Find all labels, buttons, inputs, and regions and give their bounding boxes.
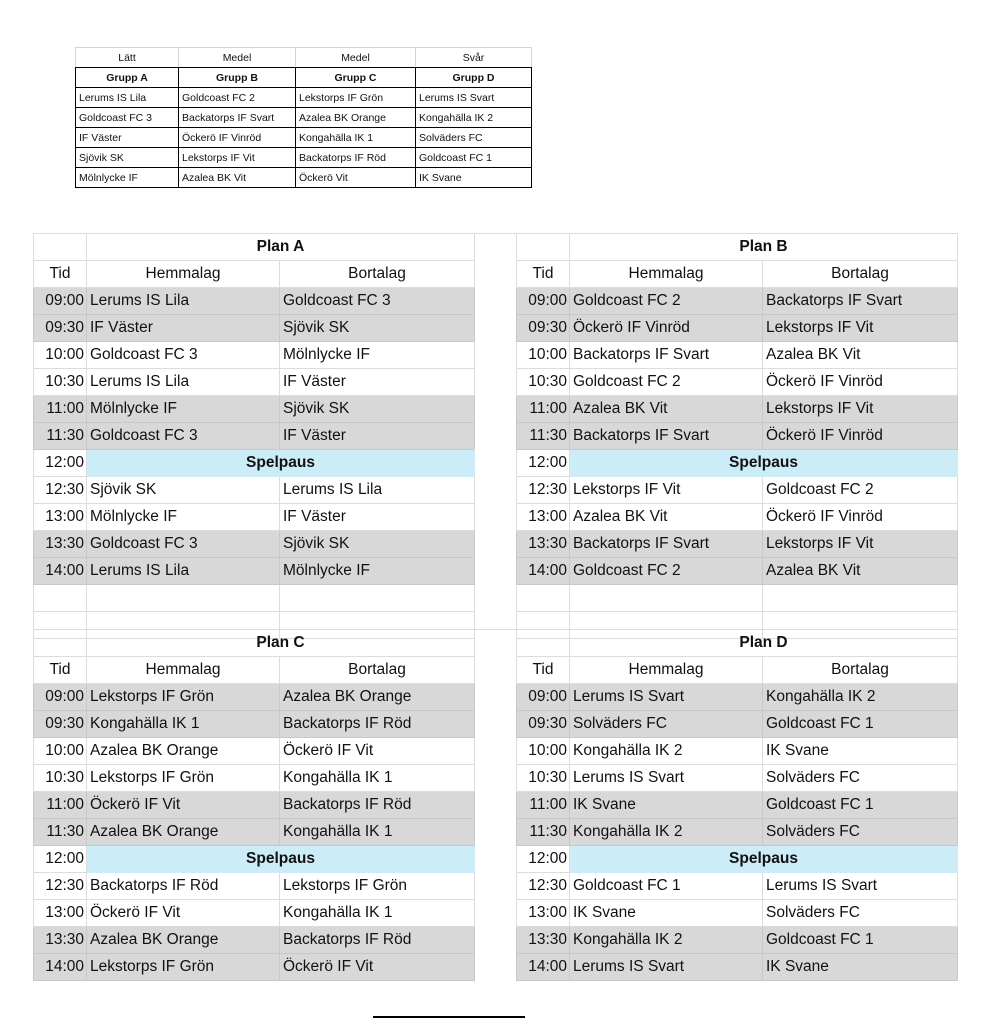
home-team: Kongahälla IK 2 (570, 819, 763, 846)
signature-line (373, 1016, 525, 1018)
blank-cell (517, 234, 570, 261)
match-row (34, 738, 475, 765)
match-time: 10:30 (517, 369, 570, 396)
home-header: Hemmalag (87, 657, 280, 684)
team-cell: Backatorps IF Svart (179, 108, 296, 128)
team-cell: Goldcoast FC 3 (76, 108, 179, 128)
home-team: Öckerö IF Vit (87, 900, 280, 927)
plan-b-schedule (516, 233, 958, 639)
plan-title: Plan A (87, 234, 475, 261)
match-row (34, 927, 475, 954)
away-team: Mölnlycke IF (280, 558, 475, 585)
match-time: 09:00 (517, 684, 570, 711)
away-team: Lerums IS Lila (280, 477, 475, 504)
team-cell: Azalea BK Vit (179, 168, 296, 188)
pause-label: Spelpaus (87, 846, 475, 873)
home-team: Öckerö IF Vit (87, 792, 280, 819)
match-time: 12:30 (517, 873, 570, 900)
match-row (517, 477, 958, 504)
group-row (76, 108, 532, 128)
group-row (76, 128, 532, 148)
match-row (34, 711, 475, 738)
away-team: IF Väster (280, 423, 475, 450)
away-team: Azalea BK Orange (280, 684, 475, 711)
home-team: Backatorps IF Svart (570, 531, 763, 558)
match-time: 10:00 (34, 738, 87, 765)
team-cell: Lerums IS Svart (416, 88, 532, 108)
pause-row (517, 846, 958, 873)
group-header: Grupp D (416, 68, 532, 88)
plan-c-schedule (33, 629, 475, 981)
pause-label: Spelpaus (570, 846, 958, 873)
match-row (34, 765, 475, 792)
home-team: Azalea BK Vit (570, 504, 763, 531)
difficulty-cell: Medel (296, 48, 416, 68)
column-header-row (34, 261, 475, 288)
team-cell: Öckerö Vit (296, 168, 416, 188)
team-cell: Mölnlycke IF (76, 168, 179, 188)
team-cell: Lekstorps IF Grön (296, 88, 416, 108)
pause-label: Spelpaus (87, 450, 475, 477)
away-team: Solväders FC (763, 900, 958, 927)
home-team: Goldcoast FC 2 (570, 558, 763, 585)
home-team: Goldcoast FC 1 (570, 873, 763, 900)
match-time: 11:00 (34, 396, 87, 423)
match-row (517, 954, 958, 981)
match-row (34, 558, 475, 585)
match-time: 14:00 (517, 558, 570, 585)
match-time: 09:30 (517, 711, 570, 738)
plan-title-row (34, 630, 475, 657)
group-row (76, 148, 532, 168)
away-team: Goldcoast FC 1 (763, 927, 958, 954)
difficulty-cell: Lätt (76, 48, 179, 68)
away-team: Solväders FC (763, 819, 958, 846)
plan-b-body (517, 234, 958, 639)
match-row (34, 477, 475, 504)
home-team: Lerums IS Svart (570, 765, 763, 792)
match-time: 12:00 (517, 450, 570, 477)
group-row (76, 88, 532, 108)
away-header: Bortalag (280, 261, 475, 288)
match-time: 12:00 (34, 846, 87, 873)
home-team: Backatorps IF Svart (570, 342, 763, 369)
match-time: 14:00 (34, 558, 87, 585)
home-team: Kongahälla IK 1 (87, 711, 280, 738)
empty-cell (34, 585, 87, 612)
plan-title-row (517, 234, 958, 261)
home-team: IK Svane (570, 900, 763, 927)
home-team: Backatorps IF Svart (570, 423, 763, 450)
home-team: Lerums IS Lila (87, 558, 280, 585)
match-row (34, 315, 475, 342)
match-row (517, 738, 958, 765)
empty-cell (517, 585, 570, 612)
team-cell: Kongahälla IK 2 (416, 108, 532, 128)
match-row (34, 900, 475, 927)
empty-row (34, 585, 475, 612)
away-team: Backatorps IF Svart (763, 288, 958, 315)
home-team: Azalea BK Orange (87, 819, 280, 846)
away-team: Solväders FC (763, 765, 958, 792)
team-cell: Kongahälla IK 1 (296, 128, 416, 148)
match-row (34, 504, 475, 531)
time-header: Tid (34, 261, 87, 288)
match-time: 09:00 (34, 288, 87, 315)
away-team: Kongahälla IK 1 (280, 900, 475, 927)
home-team: Kongahälla IK 2 (570, 738, 763, 765)
match-time: 12:30 (34, 477, 87, 504)
away-team: Lekstorps IF Vit (763, 396, 958, 423)
time-header: Tid (517, 261, 570, 288)
match-time: 12:00 (34, 450, 87, 477)
home-team: Lerums IS Svart (570, 954, 763, 981)
match-row (517, 504, 958, 531)
home-team: Goldcoast FC 2 (570, 369, 763, 396)
team-cell: IK Svane (416, 168, 532, 188)
team-cell: Goldcoast FC 1 (416, 148, 532, 168)
time-header: Tid (517, 657, 570, 684)
match-time: 09:30 (517, 315, 570, 342)
home-team: Azalea BK Vit (570, 396, 763, 423)
match-row (517, 792, 958, 819)
plan-a-body (34, 234, 475, 639)
team-cell: Azalea BK Orange (296, 108, 416, 128)
match-time: 13:00 (517, 900, 570, 927)
match-row (34, 792, 475, 819)
match-row (34, 423, 475, 450)
match-time: 13:30 (517, 531, 570, 558)
away-team: Goldcoast FC 1 (763, 711, 958, 738)
match-time: 10:00 (517, 738, 570, 765)
match-time: 11:30 (517, 819, 570, 846)
plan-c-body (34, 630, 475, 981)
match-time: 10:30 (34, 369, 87, 396)
match-row (517, 900, 958, 927)
home-team: Goldcoast FC 3 (87, 531, 280, 558)
match-time: 11:00 (34, 792, 87, 819)
match-time: 13:30 (34, 531, 87, 558)
column-header-row (34, 657, 475, 684)
away-team: Öckerö IF Vinröd (763, 369, 958, 396)
team-cell: Sjövik SK (76, 148, 179, 168)
time-header: Tid (34, 657, 87, 684)
plan-title-row (34, 234, 475, 261)
home-team: Mölnlycke IF (87, 504, 280, 531)
pause-row (517, 450, 958, 477)
away-team: Öckerö IF Vinröd (763, 504, 958, 531)
column-header-row (517, 261, 958, 288)
match-time: 09:00 (517, 288, 570, 315)
match-time: 09:30 (34, 711, 87, 738)
away-team: Goldcoast FC 3 (280, 288, 475, 315)
home-team: Lekstorps IF Grön (87, 684, 280, 711)
match-time: 12:30 (34, 873, 87, 900)
group-header: Grupp C (296, 68, 416, 88)
pause-label: Spelpaus (570, 450, 958, 477)
match-time: 10:00 (517, 342, 570, 369)
away-header: Bortalag (763, 657, 958, 684)
away-team: Goldcoast FC 2 (763, 477, 958, 504)
match-time: 11:30 (517, 423, 570, 450)
match-time: 10:30 (34, 765, 87, 792)
match-row (517, 684, 958, 711)
match-time: 12:30 (517, 477, 570, 504)
away-team: Lerums IS Svart (763, 873, 958, 900)
match-row (34, 288, 475, 315)
away-team: Sjövik SK (280, 315, 475, 342)
away-team: IK Svane (763, 738, 958, 765)
match-time: 13:30 (517, 927, 570, 954)
match-time: 11:30 (34, 819, 87, 846)
away-team: Öckerö IF Vit (280, 738, 475, 765)
plan-title: Plan C (87, 630, 475, 657)
home-header: Hemmalag (87, 261, 280, 288)
match-row (517, 531, 958, 558)
sheet-gridline (470, 629, 516, 630)
away-team: Sjövik SK (280, 396, 475, 423)
group-header-row (76, 68, 532, 88)
match-row (517, 765, 958, 792)
match-time: 10:30 (517, 765, 570, 792)
away-team: IF Väster (280, 369, 475, 396)
away-team: IK Svane (763, 954, 958, 981)
home-team: Backatorps IF Röd (87, 873, 280, 900)
match-row (517, 873, 958, 900)
empty-cell (87, 585, 280, 612)
match-time: 14:00 (517, 954, 570, 981)
team-cell: IF Väster (76, 128, 179, 148)
team-cell: Lerums IS Lila (76, 88, 179, 108)
difficulty-cell: Svår (416, 48, 532, 68)
match-row (34, 954, 475, 981)
home-team: IF Väster (87, 315, 280, 342)
home-team: Sjövik SK (87, 477, 280, 504)
home-team: Azalea BK Orange (87, 927, 280, 954)
plan-a-schedule (33, 233, 475, 639)
match-row (517, 558, 958, 585)
away-team: Mölnlycke IF (280, 342, 475, 369)
plan-title: Plan D (570, 630, 958, 657)
match-row (517, 369, 958, 396)
difficulty-cell: Medel (179, 48, 296, 68)
away-team: IF Väster (280, 504, 475, 531)
empty-row (517, 585, 958, 612)
home-team: Goldcoast FC 3 (87, 342, 280, 369)
blank-cell (517, 630, 570, 657)
home-team: Lerums IS Lila (87, 288, 280, 315)
blank-cell (34, 630, 87, 657)
home-team: Kongahälla IK 2 (570, 927, 763, 954)
match-row (34, 684, 475, 711)
match-row (517, 315, 958, 342)
away-team: Goldcoast FC 1 (763, 792, 958, 819)
team-cell: Öckerö IF Vinröd (179, 128, 296, 148)
match-row (34, 531, 475, 558)
away-team: Backatorps IF Röd (280, 927, 475, 954)
home-team: Öckerö IF Vinröd (570, 315, 763, 342)
group-header: Grupp B (179, 68, 296, 88)
empty-cell (280, 585, 475, 612)
plan-title: Plan B (570, 234, 958, 261)
match-time: 13:00 (34, 900, 87, 927)
match-row (517, 711, 958, 738)
home-team: Lerums IS Svart (570, 684, 763, 711)
blank-cell (34, 234, 87, 261)
home-team: Mölnlycke IF (87, 396, 280, 423)
away-team: Lekstorps IF Vit (763, 531, 958, 558)
match-time: 11:00 (517, 396, 570, 423)
away-team: Lekstorps IF Grön (280, 873, 475, 900)
match-time: 09:30 (34, 315, 87, 342)
away-header: Bortalag (763, 261, 958, 288)
match-time: 13:30 (34, 927, 87, 954)
group-row (76, 168, 532, 188)
home-team: Lekstorps IF Grön (87, 765, 280, 792)
group-header: Grupp A (76, 68, 179, 88)
away-team: Kongahälla IK 1 (280, 819, 475, 846)
plan-d-body (517, 630, 958, 981)
match-row (517, 288, 958, 315)
team-cell: Backatorps IF Röd (296, 148, 416, 168)
match-time: 10:00 (34, 342, 87, 369)
match-row (34, 873, 475, 900)
home-header: Hemmalag (570, 261, 763, 288)
match-time: 13:00 (517, 504, 570, 531)
away-team: Lekstorps IF Vit (763, 315, 958, 342)
away-team: Kongahälla IK 2 (763, 684, 958, 711)
away-team: Azalea BK Vit (763, 342, 958, 369)
match-time: 11:00 (517, 792, 570, 819)
match-row (517, 396, 958, 423)
pause-row (34, 846, 475, 873)
team-cell: Goldcoast FC 2 (179, 88, 296, 108)
away-team: Azalea BK Vit (763, 558, 958, 585)
match-time: 11:30 (34, 423, 87, 450)
pause-row (34, 450, 475, 477)
difficulty-row (76, 48, 532, 68)
away-team: Sjövik SK (280, 531, 475, 558)
match-row (34, 819, 475, 846)
match-time: 09:00 (34, 684, 87, 711)
match-row (517, 927, 958, 954)
match-time: 13:00 (34, 504, 87, 531)
match-row (34, 396, 475, 423)
home-team: Goldcoast FC 3 (87, 423, 280, 450)
home-team: Goldcoast FC 2 (570, 288, 763, 315)
home-team: Lerums IS Lila (87, 369, 280, 396)
match-row (34, 342, 475, 369)
plan-d-schedule (516, 629, 958, 981)
home-team: Solväders FC (570, 711, 763, 738)
away-team: Öckerö IF Vit (280, 954, 475, 981)
home-team: Lekstorps IF Grön (87, 954, 280, 981)
home-team: IK Svane (570, 792, 763, 819)
home-team: Azalea BK Orange (87, 738, 280, 765)
groups-table (75, 47, 532, 188)
match-time: 12:00 (517, 846, 570, 873)
away-header: Bortalag (280, 657, 475, 684)
match-row (517, 342, 958, 369)
team-cell: Solväders FC (416, 128, 532, 148)
team-cell: Lekstorps IF Vit (179, 148, 296, 168)
match-row (34, 369, 475, 396)
home-team: Lekstorps IF Vit (570, 477, 763, 504)
away-team: Backatorps IF Röd (280, 711, 475, 738)
sheet-gridline (470, 233, 516, 234)
plan-title-row (517, 630, 958, 657)
away-team: Öckerö IF Vinröd (763, 423, 958, 450)
match-time: 14:00 (34, 954, 87, 981)
empty-cell (570, 585, 763, 612)
empty-cell (763, 585, 958, 612)
home-header: Hemmalag (570, 657, 763, 684)
match-row (517, 423, 958, 450)
column-header-row (517, 657, 958, 684)
match-row (517, 819, 958, 846)
away-team: Backatorps IF Röd (280, 792, 475, 819)
away-team: Kongahälla IK 1 (280, 765, 475, 792)
